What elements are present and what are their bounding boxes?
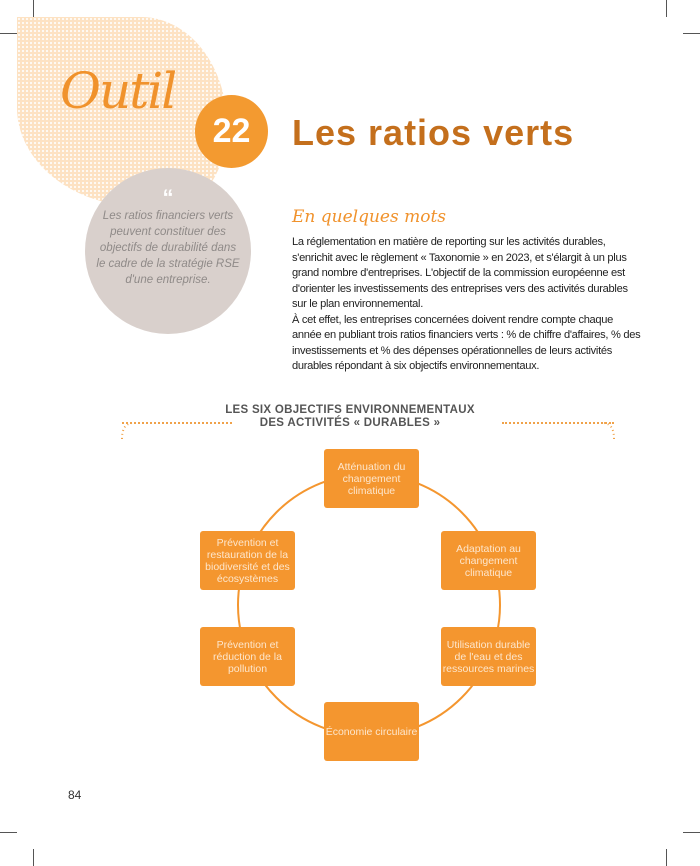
diagram-title-line: DES ACTIVITÉS « DURABLES » <box>259 417 441 429</box>
diagram-title-line: LES SIX OBJECTIFS ENVIRONNEMENTAUX <box>225 404 475 416</box>
quote-text: Les ratios financiers verts peuvent constituer des objectifs de durabilité dans le cadre de la stratégie RSE d'une entreprise. <box>96 210 240 286</box>
objective-mitigation: Atténuation du changement climatique <box>324 449 419 508</box>
page-title: Les ratios verts <box>292 112 575 153</box>
paragraph: À cet effet, les entreprises concernées doivent rendre compte chaque année en publiant trois ratios financiers verts : % de chiffre d'affaires, % des investissements et % des dépenses opérationnelles de leurs activités durables répondant à six objectifs environnementaux. <box>292 313 641 372</box>
tool-label: Outil <box>60 62 176 120</box>
objective-water: Utilisation durable de l'eau et des ressources marines <box>441 627 536 686</box>
objective-adaptation: Adaptation au changement climatique <box>441 531 536 590</box>
quote-mark-icon: “ <box>162 185 174 210</box>
section-heading: En quelques mots <box>292 207 447 227</box>
objective-biodiversity: Prévention et restauration de la biodiversité et des écosystèmes <box>200 531 295 590</box>
page-number: 84 <box>68 788 82 802</box>
objective-pollution: Prévention et réduction de la pollution <box>200 627 295 686</box>
objective-circular-economy: Économie circulaire <box>324 702 419 761</box>
tool-number-badge: 22 <box>195 95 268 168</box>
paragraph: La réglementation en matière de reporting sur les activités durables, s'enrichit avec le règlement « Taxonomie » en 2023, et s'élargit à un plus grand nombre d'entreprises. L'objectif de la commission européenne est d'orienter les investissements des entreprises vers des activités durables sur le plan environnemental. <box>292 236 628 310</box>
